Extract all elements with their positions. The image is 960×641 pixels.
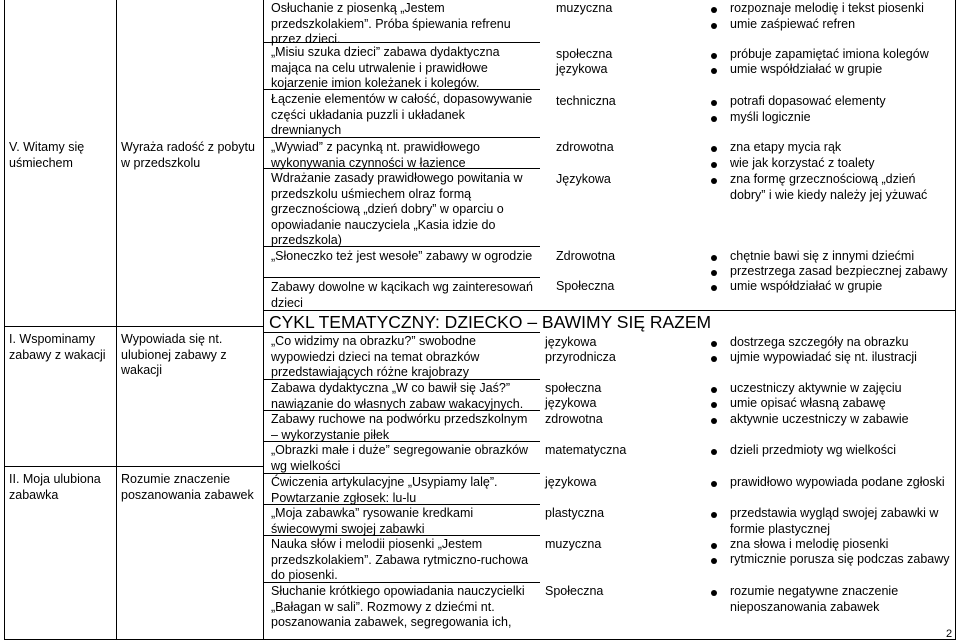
outcome-text: ujmie wypowiadać się nt. ilustracji	[730, 350, 917, 364]
bullet-icon	[711, 146, 717, 152]
bullet-icon	[711, 356, 717, 362]
outcome-text: rytmicznie porusza się podczas zabawy	[730, 552, 950, 566]
activity-text: Zabawy ruchowe na podwórku przedszkolnym – wykorzystanie piłek	[271, 412, 528, 442]
page-number: 2	[946, 628, 953, 640]
activity-text: „Misiu szuka dzieci” zabawa dydaktyczna mająca na celu utrwalenie i prawidłowe kojarzenie imion koleżanek i kolegów.	[271, 45, 500, 91]
outcome-text: dzieli przedmioty wg wielkości	[730, 443, 897, 457]
outcome-text: prawidłowo wypowiada podane zgłoski	[730, 475, 945, 489]
area-label: techniczna	[556, 94, 616, 108]
bullet-icon	[711, 590, 717, 596]
area-label: plastyczna	[545, 506, 605, 520]
unit-name: II. Moja ulubiona zabawka	[9, 472, 101, 502]
table-border-col2	[263, 0, 264, 640]
cycle-bottom-border	[263, 332, 540, 333]
area-label: Społeczna	[545, 584, 604, 598]
activity-text: „Obrazki małe i duże” segregowanie obrazków wg wielkości	[271, 443, 529, 473]
table-border-right	[955, 0, 956, 640]
area-label: przyrodnicza	[545, 350, 616, 364]
activity-text: Nauka słów i melodii piosenki „Jestem przedszkolakiem”. Zabawa rytmiczno-ruchowa do piosenki.	[271, 537, 529, 583]
bullet-icon	[711, 418, 717, 424]
activity-text: Słuchanie krótkiego opowiadania nauczycielki „Bałagan w sali”. Rozmowy z dziećmi nt. poszanowania zabawek, segregowania ich,	[271, 584, 525, 630]
outcome-text: umie opisać własną zabawę	[730, 396, 886, 410]
activity-text: Zabawa dydaktyczna „W co bawił się Jaś?” nawiązanie do własnych zabaw wakacyjnych.	[271, 381, 524, 411]
bullet-icon	[711, 285, 717, 291]
activity-text: „Słoneczko też jest wesołe” zabawy w ogrodzie	[271, 249, 533, 263]
area-label: językowa	[545, 396, 597, 410]
area-label: Zdrowotna	[556, 249, 616, 263]
bullet-icon	[711, 449, 717, 455]
activity-text: Zabawy dowolne w kącikach wg zainteresowań dzieci	[271, 280, 533, 310]
unit-goal: Wypowiada się nt. ulubionej zabawy z wakacji	[121, 332, 227, 378]
activity-text: „Moja zabawka” rysowanie kredkami świecowymi swojej zabawki	[271, 506, 474, 536]
area-label: zdrowotna	[556, 140, 614, 154]
area-label: językowa	[545, 335, 597, 349]
activity-text: „Co widzimy na obrazku?” swobodne wypowiedzi dzieci na temat obrazków przedstawiających różne krajobrazy	[271, 334, 480, 380]
bullet-icon	[711, 558, 717, 564]
activity-divider	[263, 277, 540, 278]
outcome-text: uczestniczy aktywnie w zajęciu	[730, 381, 902, 395]
left-row-divider-2	[4, 466, 264, 467]
area-label: językowa	[556, 62, 608, 76]
bullet-icon	[711, 23, 717, 29]
left-row-divider-1	[4, 326, 264, 327]
outcome-text: zna etapy mycia rąk	[730, 140, 842, 154]
unit-goal: Wyraża radość z pobytu w przedszkolu	[121, 140, 255, 170]
bullet-icon	[711, 512, 717, 518]
area-label: Językowa	[556, 172, 611, 186]
outcome-text: umie współdziałać w grupie	[730, 279, 883, 293]
bullet-icon	[711, 341, 717, 347]
bullet-icon	[711, 387, 717, 393]
outcome-text: wie jak korzystać z toalety	[730, 156, 875, 170]
outcome-text: próbuje zapamiętać imiona kolegów	[730, 47, 929, 61]
table-bottom-border	[4, 639, 956, 640]
outcome-text: dostrzega szczegóły na obrazku	[730, 335, 909, 349]
unit-goal: Rozumie znaczenie poszanowania zabawek	[121, 472, 254, 502]
area-label: społeczna	[556, 47, 613, 61]
bullet-icon	[711, 255, 717, 261]
bullet-icon	[711, 68, 717, 74]
activity-text: Wdrażanie zasady prawidłowego powitania w przedszkolu uśmiechem olraz formą grzecznościową „dzień dobry” w oparciu o opowiadanie nauczyciela „Kasia idzie do przedszkola)	[271, 171, 523, 248]
activity-text: Ćwiczenia artykulacyjne „Usypiamy lalę”. Powtarzanie zgłosek: lu-lu	[271, 475, 498, 505]
bullet-icon	[711, 116, 717, 122]
bullet-icon	[711, 402, 717, 408]
area-label: muzyczna	[545, 537, 602, 551]
outcome-text: rozumie negatywne znaczenie nieposzanowania zabawek	[730, 584, 899, 614]
unit-name: V. Witamy się uśmiechem	[9, 140, 85, 170]
area-label: Społeczna	[556, 279, 615, 293]
outcome-text: zna słowa i melodię piosenki	[730, 537, 889, 551]
outcome-text: rozpoznaje melodię i tekst piosenki	[730, 1, 924, 15]
outcome-text: przedstawia wygląd swojej zabawki w formie plastycznej	[730, 506, 939, 536]
activity-text: Osłuchanie z piosenką „Jestem przedszkolakiem”. Próba śpiewania refrenu przez dzieci.	[271, 1, 511, 47]
area-label: społeczna	[545, 381, 602, 395]
bullet-icon	[711, 53, 717, 59]
area-label: językowa	[545, 475, 597, 489]
table-border-left	[4, 0, 5, 640]
table-border-col1	[116, 0, 117, 640]
outcome-text: przestrzega zasad bezpiecznej zabawy	[730, 264, 948, 278]
bullet-icon	[711, 162, 717, 168]
outcome-text: chętnie bawi się z innymi dziećmi	[730, 249, 915, 263]
bullet-icon	[711, 7, 717, 13]
area-label: matematyczna	[545, 443, 627, 457]
activity-text: Łączenie elementów w całość, dopasowywanie części układania puzzli i układanek drewnianych	[271, 92, 533, 138]
unit-name: I. Wspominamy zabawy z wakacji	[9, 332, 106, 362]
outcome-text: aktywnie uczestniczy w zabawie	[730, 412, 909, 426]
outcome-text: umie współdziałać w grupie	[730, 62, 883, 76]
bullet-icon	[711, 178, 717, 184]
bullet-icon	[711, 481, 717, 487]
cycle-heading: CYKL TEMATYCZNY: DZIECKO – BAWIMY SIĘ RAZEM	[269, 312, 712, 332]
area-label: muzyczna	[556, 1, 613, 15]
outcome-text: myśli logicznie	[730, 110, 811, 124]
bullet-icon	[711, 270, 717, 276]
bullet-icon	[711, 543, 717, 549]
outcome-text: umie zaśpiewać refren	[730, 17, 856, 31]
outcome-text: potrafi dopasować elementy	[730, 94, 886, 108]
activity-text: „Wywiad” z pacynką nt. prawidłowego wykonywania czynności w łazience	[271, 140, 481, 170]
bullet-icon	[711, 100, 717, 106]
area-label: zdrowotna	[545, 412, 603, 426]
outcome-text: zna formę grzecznościową „dzień dobry” i wie kiedy należy jej yżuwać	[730, 172, 928, 202]
